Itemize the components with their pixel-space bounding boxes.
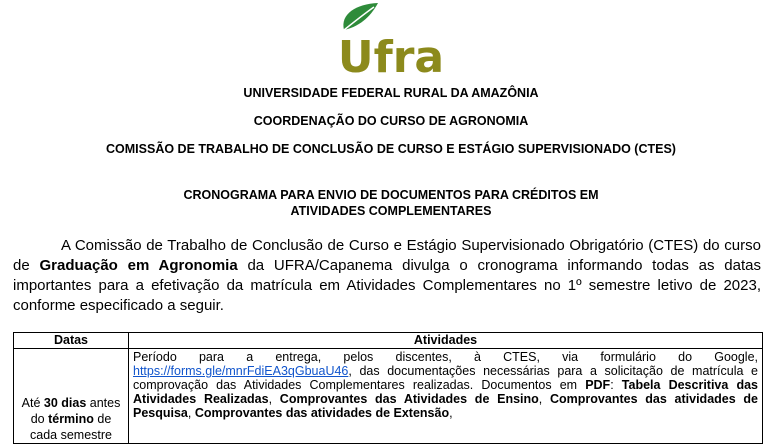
document-title-line1: CRONOGRAMA PARA ENVIO DE DOCUMENTOS PARA CRÉDITOS EM	[183, 188, 599, 202]
table-header-row	[14, 333, 763, 349]
logo-text: Ufra	[337, 32, 445, 76]
intro-paragraph: A Comissão de Trabalho de Conclusão de Curso e Estágio Supervisionado Obrigatório (CTES) do curso de Graduação em Agronomia da UFRA/Capanema divulga o cronograma informando todas as datas importantes para a efetivação da matrícula em Atividades Complementares no 1º semestre letivo de 2023, conforme especificado a seguir.	[13, 237, 761, 314]
date-cell: Até 30 dias antes do término de cada semestre	[14, 349, 129, 444]
header-activities: Atividades	[129, 333, 763, 349]
header-dates: Datas	[14, 333, 129, 349]
document-title-line2: ATIVIDADES COMPLEMENTARES	[290, 204, 492, 218]
course-name: Graduação em Agronomia	[39, 257, 238, 274]
google-form-link[interactable]: https://forms.gle/mnrFdiEA3qGbuaU46	[133, 364, 349, 378]
table-row	[14, 349, 763, 444]
activity-cell: Período para a entrega, pelos discentes, à CTES, via formulário do Google, https://forms.gle/mnrFdiEA3qGbuaU46, das documentações necessárias para a solicitação de matrícula e comprovação das Atividades Complementares realizadas. Documentos em PDF: Tabela Descritiva das Atividades Realizadas, Comprovantes das Atividades de Ensino, Comprovantes das atividades de Pesquisa, Comprovantes das atividades de Extensão,	[129, 349, 763, 444]
ufra-logo	[318, 2, 464, 76]
schedule-table	[13, 332, 763, 444]
coordination-name: COORDENAÇÃO DO CURSO DE AGRONOMIA	[253, 114, 529, 128]
university-name: UNIVERSIDADE FEDERAL RURAL DA AMAZÔNIA	[243, 86, 539, 100]
commission-name: COMISSÃO DE TRABALHO DE CONCLUSÃO DE CURSO E ESTÁGIO SUPERVISIONADO (CTES)	[106, 142, 676, 156]
